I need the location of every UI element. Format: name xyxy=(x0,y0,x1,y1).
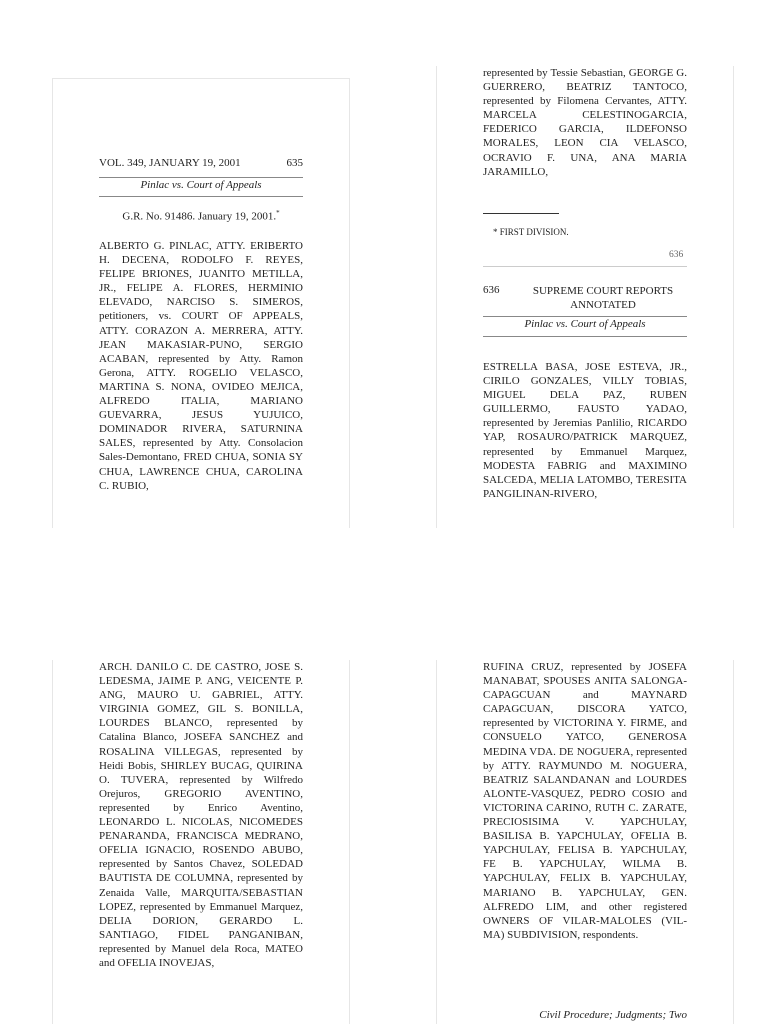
parties-text: ARCH. DANILO C. DE CASTRO, JOSE S. LEDESMA, JAIME P. ANG, VEICENTE P. ANG, MAURO U. GABRIEL, ATTY. VIRGINIA GOMEZ, GIL S. BONILLA, LOURDES BLANCO, represented by Catalina Blanco, JOSEFA SANCHEZ and ROSALINA VILLEGAS, represented by Heidi Bobis, SHIRLEY BUCAG, QUIRINA O. TUVERA, represented by Wilfredo Orejuros, GREGORIO AVENTINO, represented by Enrico Aventino, LEONARDO L. NICOLAS, NICOMEDES PENARANDA, FRANCISCA MEDRANO, OFELIA IGNACIO, ROSENDO ABUBO, represented by Santos Chavez, SOLEDAD BAUTISTA DE COLUMNA, represented by Zenaida Valle, MARQUITA/SEBASTIAN LOPEZ, represented by Emmanuel Marquez, DELIA DORION, GERARDO L. SANTIAGO, FIDEL PANGANIBAN, represented by Manuel dela Roca, MATEO and OFELIA INOVEJAS, xyxy=(99,661,303,969)
page-panel-636 xyxy=(436,66,734,528)
header-title: SUPREME COURT REPORTS ANNOTATED xyxy=(532,285,674,311)
parties-text-cont: represented by Tessie Sebastian, GEORGE G. GUERRERO, BEATRIZ TANTOCO, represented by Filomena Cervantes, ATTY. MARCELA CELESTINOGARCIA, FEDERICO GARCIA, ILDEFONSO MORALES, LEON CIA VELASCO, OCRAVIO F. UNA, ANA MARIA JARAMILLO, xyxy=(483,67,687,178)
caption-rule xyxy=(99,196,303,197)
header-volume: VOL. 349, JANUARY 19, 2001 xyxy=(99,157,241,169)
footnote-marker: * xyxy=(276,209,280,217)
header-rule xyxy=(99,177,303,178)
footnote-rule xyxy=(483,213,559,214)
footnote: * FIRST DIVISION. xyxy=(493,227,569,237)
page-panel-635 xyxy=(52,78,350,528)
page-break-rule xyxy=(483,266,687,267)
header-page-number: 636 xyxy=(483,284,500,296)
parties-text: ALBERTO G. PINLAC, ATTY. ERIBERTO H. DECENA, RODOLFO F. REYES, FELIPE BRIONES, JUANITO METILLA, JR., FELIPE A. FLORES, HERMINIO ELEVADO, NARCISO S. SIMEROS, petitioners, vs. COURT OF APPEALS, ATTY. CORAZON A. MERRERA, ATTY. JEAN MAKASIAR-PUNO, SERGIO ACABAN, represented by Atty. Ramon Gerona, ATTY. ROGELIO VELASCO, MARTINA S. NONA, OVIDEO MEJICA, ALFREDO ITALIA, MARIANO GUEVARRA, JESUS YUJUICO, DOMINADOR RIVERA, SATURNINA SALES, represented by Atty. Consolacion Sales-Demontano, FRED CHUA, SONIA SY CHUA, LAWRENCE CHUA, CAROLINA C. RUBIO, xyxy=(99,240,303,492)
page-panel-left-bottom xyxy=(52,660,350,1024)
case-caption: Pinlac vs. Court of Appeals xyxy=(140,179,262,191)
syllabus-heading: Civil Procedure; Judgments; Two xyxy=(539,1009,687,1021)
page-panel-right-bottom xyxy=(436,660,734,1024)
page-marker: 636 xyxy=(669,250,684,260)
header-rule xyxy=(483,316,687,317)
caption-rule xyxy=(483,336,687,337)
parties-text: ESTRELLA BASA, JOSE ESTEVA, JR., CIRILO GONZALES, VILLY TOBIAS, MIGUEL DELA PAZ, RUBEN GUILLERMO, FAUSTO YADAO, represented by Jeremias Panlilio, RICARDO YAP, ROSAURO/PATRICK MARQUEZ, represented by Emmanuel Marquez, MODESTA FABRIG and MAXIMINO SALCEDA, MELIA LATOMBO, TERESITA PANGILINAN-RIVERO, xyxy=(483,361,687,500)
gr-number xyxy=(99,209,303,223)
running-header xyxy=(483,284,687,312)
gr-number-text: G.R. No. 91486. January 19, 2001. xyxy=(122,210,277,223)
parties-text: RUFINA CRUZ, represented by JOSEFA MANABAT, SPOUSES ANITA SALONGA-CAPAGCUAN and MAYNARD CAPAGCUAN, DISCORA YATCO, represented by VICTORINA Y. FIRME, and CONSUELO YATCO, GENEROSA MEDINA VDA. DE NOGUERA, represented by ATTY. RAYMUNDO M. NOGUERA, BEATRIZ SALANDANAN and LOURDES ALONTE-VASQUEZ, PEDRO COSIO and VICTORINA CARINO, RUTH C. ZARATE, PRECIOSISIMA V. YAPCHULAY, BASILISA B. YAPCHULAY, OFELIA B. YAPCHULAY, FELISA B. YAPCHULAY, FE B. YAPCHULAY, WILMA B. YAPCHULAY, FELIX B. YAPCHULAY, MARIANO B. YAPCHULAY, GEN. ALFREDO LIM, and other registered OWNERS OF VILAR-MALOLES (VIL-MA) SUBDIVISION, respondents. xyxy=(483,661,687,941)
header-page-number: 635 xyxy=(286,157,303,169)
case-caption: Pinlac vs. Court of Appeals xyxy=(524,318,646,330)
running-header xyxy=(99,157,303,169)
